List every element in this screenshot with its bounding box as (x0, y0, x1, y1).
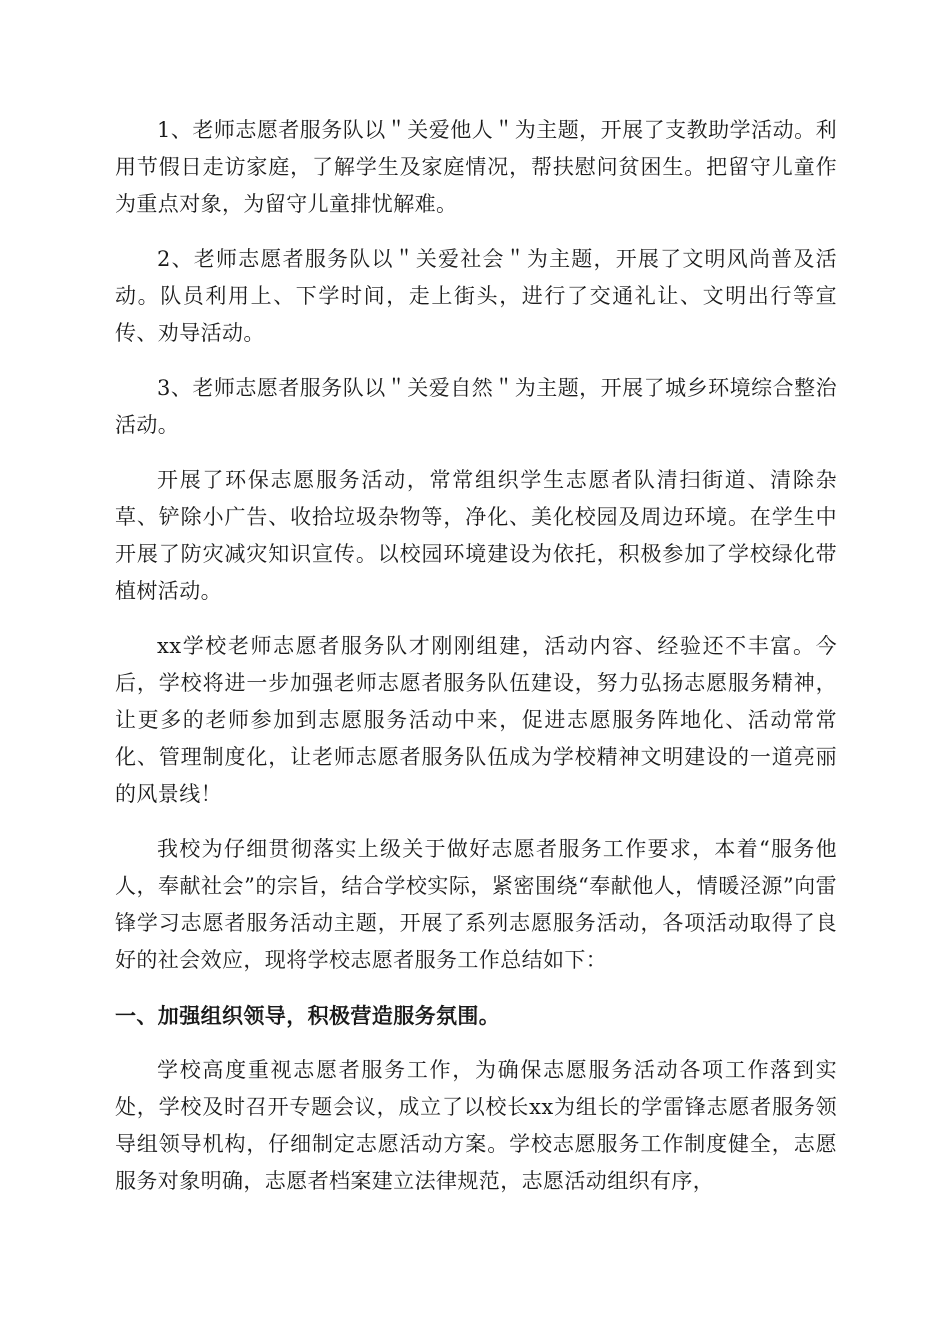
paragraph-teacher-volunteer-care-nature: 3、老师志愿者服务队以＂关爱自然＂为主题，开展了城乡环境综合整治活动。 (115, 376, 837, 437)
paragraph-teacher-volunteer-care-society: 2、老师志愿者服务队以＂关爱社会＂为主题，开展了文明风尚普及活动。队员利用上、下学时间，走上街头，进行了交通礼让、文明出行等宣传、劝导活动。 (115, 247, 837, 345)
paragraph-organization-leadership: 学校高度重视志愿者服务工作，为确保志愿服务活动各项工作落到实处，学校及时召开专题会议，成立了以校长xx为组长的学雷锋志愿者服务领导组领导机构，仔细制定志愿活动方案。学校志愿服务工作制度健全，志愿服务对象明确，志愿者档案建立法律规范，志愿活动组织有序， (115, 1058, 837, 1193)
paragraph-summary-intro: 我校为仔细贯彻落实上级关于做好志愿者服务工作要求，本着“服务他人，奉献社会”的宗旨，结合学校实际，紧密围绕“奉献他人，情暖泾源”向雷锋学习志愿者服务活动主题，开展了系列志愿服务活动，各项活动取得了良好的社会效应，现将学校志愿者服务工作总结如下： (115, 837, 837, 972)
paragraph-teacher-volunteer-care-others: 1、老师志愿者服务队以＂关爱他人＂为主题，开展了支教助学活动。利用节假日走访家庭，了解学生及家庭情况，帮扶慰问贫困生。把留守儿童作为重点对象，为留守儿童排忧解难。 (115, 118, 837, 216)
section-heading: 一、加强组织领导，积极营造服务氛围。 (115, 1003, 501, 1028)
paragraph-environmental-activities: 开展了环保志愿服务活动，常常组织学生志愿者队清扫街道、清除杂草、铲除小广告、收拾垃圾杂物等，净化、美化校园及周边环境。在学生中开展了防灾减灾知识宣传。以校园环境建设为依托，积极参加了学校绿化带植树活动。 (115, 468, 837, 603)
document-body (115, 112, 837, 1218)
paragraph-future-plans: xx学校老师志愿者服务队才刚刚组建，活动内容、经验还不丰富。今后，学校将进一步加强老师志愿者服务队伍建设，努力弘扬志愿服务精神，让更多的老师参加到志愿服务活动中来，促进志愿服务阵地化、活动常常化、管理制度化，让老师志愿者服务队伍成为学校精神文明建设的一道亮丽的风景线！ (115, 634, 837, 806)
